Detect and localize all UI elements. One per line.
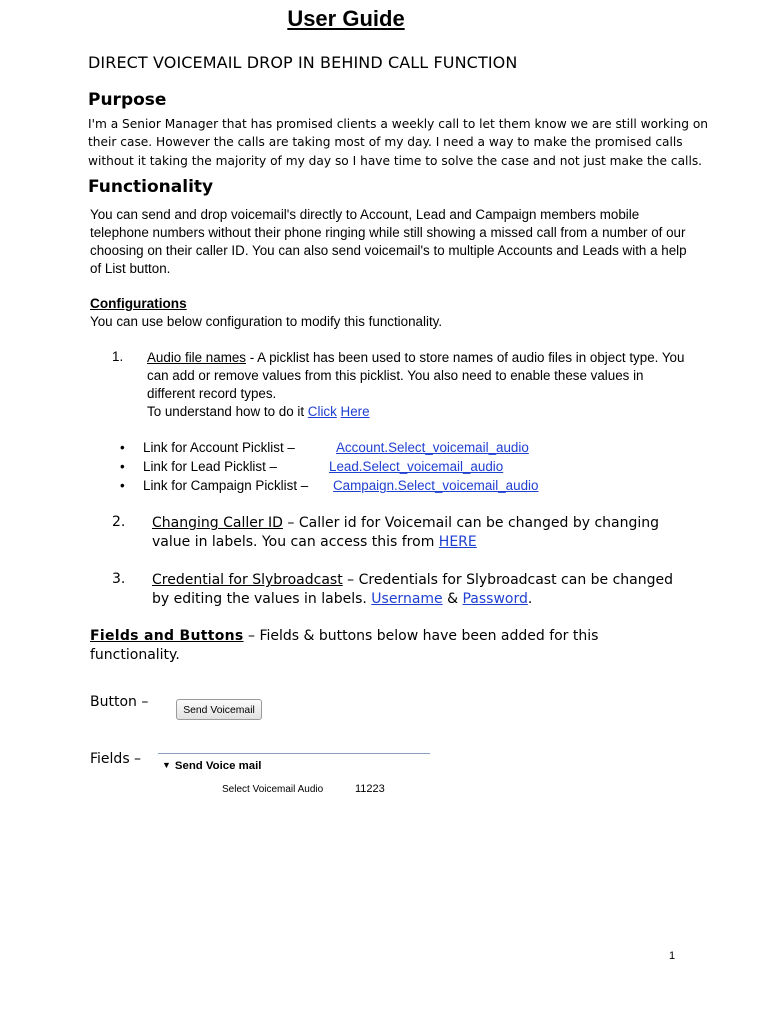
send-voicemail-button[interactable]: Send Voicemail — [176, 699, 262, 720]
item-3-title: Credential for Slybroadcast — [152, 572, 343, 588]
send-voice-mail-section-header[interactable] — [162, 760, 261, 772]
bullet-icon: • — [120, 440, 125, 455]
item-3 — [152, 571, 682, 610]
triangle-down-icon: ▼ — [162, 760, 171, 770]
fields-label: Fields – — [90, 751, 142, 767]
click-link[interactable]: Click — [307, 404, 337, 419]
page-title: User Guide — [287, 6, 405, 31]
bullet-icon: • — [120, 459, 125, 474]
configurations-intro: You can use below configuration to modify this functionality. — [90, 314, 443, 329]
item-2-number: 2. — [112, 514, 126, 530]
configurations-heading: Configurations — [90, 296, 187, 311]
section-header-label: Send Voice mail — [174, 760, 262, 772]
item-1-line2: To understand how to do it — [147, 404, 308, 419]
username-link[interactable]: Username — [371, 591, 443, 608]
bullet-label: Link for Account Picklist – — [143, 440, 295, 455]
item-2 — [152, 514, 682, 553]
password-link[interactable]: Password — [462, 591, 528, 608]
page-number: 1 — [669, 950, 676, 962]
bullet-icon: • — [120, 478, 125, 493]
section-divider — [158, 753, 430, 754]
fields-buttons-heading: Fields and Buttons — [90, 628, 244, 644]
item-2-title: Changing Caller ID — [152, 515, 283, 531]
here-link[interactable]: Here — [340, 404, 370, 419]
campaign-picklist-link[interactable]: Campaign.Select_voicemail_audio — [333, 478, 539, 493]
item-1-number: 1. — [112, 349, 124, 364]
caller-id-here-link[interactable]: HERE — [438, 534, 477, 551]
purpose-heading: Purpose — [88, 90, 167, 110]
item-3-amp: & — [442, 591, 463, 608]
functionality-text: You can send and drop voicemail's directly to Account, Lead and Campaign members mobile telephone numbers without their phone ringing while still showing a missed call from a number of our choosing on their caller ID. You can also send voicemail's to multiple Accounts and Leads with a help of List button. — [90, 207, 687, 276]
fields-buttons-text: – Fields & buttons below have been added for this functionality. — [90, 628, 599, 664]
purpose-text: I'm a Senior Manager that has promised clients a weekly call to let them know we are still working on their case. However the calls are taking most of my day. I need a way to make the promised calls without it taking the majority of my day so I have time to solve the case and not just make the calls. — [88, 117, 709, 168]
item-1-title: Audio file names — [147, 350, 246, 365]
select-voicemail-audio-label: Select Voicemail Audio — [222, 784, 324, 795]
select-voicemail-audio-value: 11223 — [355, 783, 385, 795]
functionality-heading: Functionality — [88, 177, 214, 197]
button-label: Button – — [90, 694, 149, 710]
item-2-text: – Caller id for Voicemail can be changed by changing value in labels. You can access this from — [152, 515, 660, 551]
bullet-label: Link for Lead Picklist – — [143, 459, 277, 474]
item-1 — [147, 349, 687, 421]
item-1-text: - A picklist has been used to store names of audio files in object type. You can add or remove values from this picklist. You also need to enable these values in different record types. — [147, 350, 685, 401]
lead-picklist-link[interactable]: Lead.Select_voicemail_audio — [329, 459, 504, 474]
item-3-number: 3. — [112, 571, 126, 587]
account-picklist-link[interactable]: Account.Select_voicemail_audio — [336, 440, 529, 455]
item-3-end: . — [527, 591, 533, 608]
bullet-label: Link for Campaign Picklist – — [143, 478, 309, 493]
document-subtitle: DIRECT VOICEMAIL DROP IN BEHIND CALL FUNCTION — [88, 53, 518, 72]
item-3-text: – Credentials for Slybroadcast can be changed by editing the values in labels. — [152, 572, 674, 608]
fields-buttons-paragraph — [90, 627, 690, 666]
